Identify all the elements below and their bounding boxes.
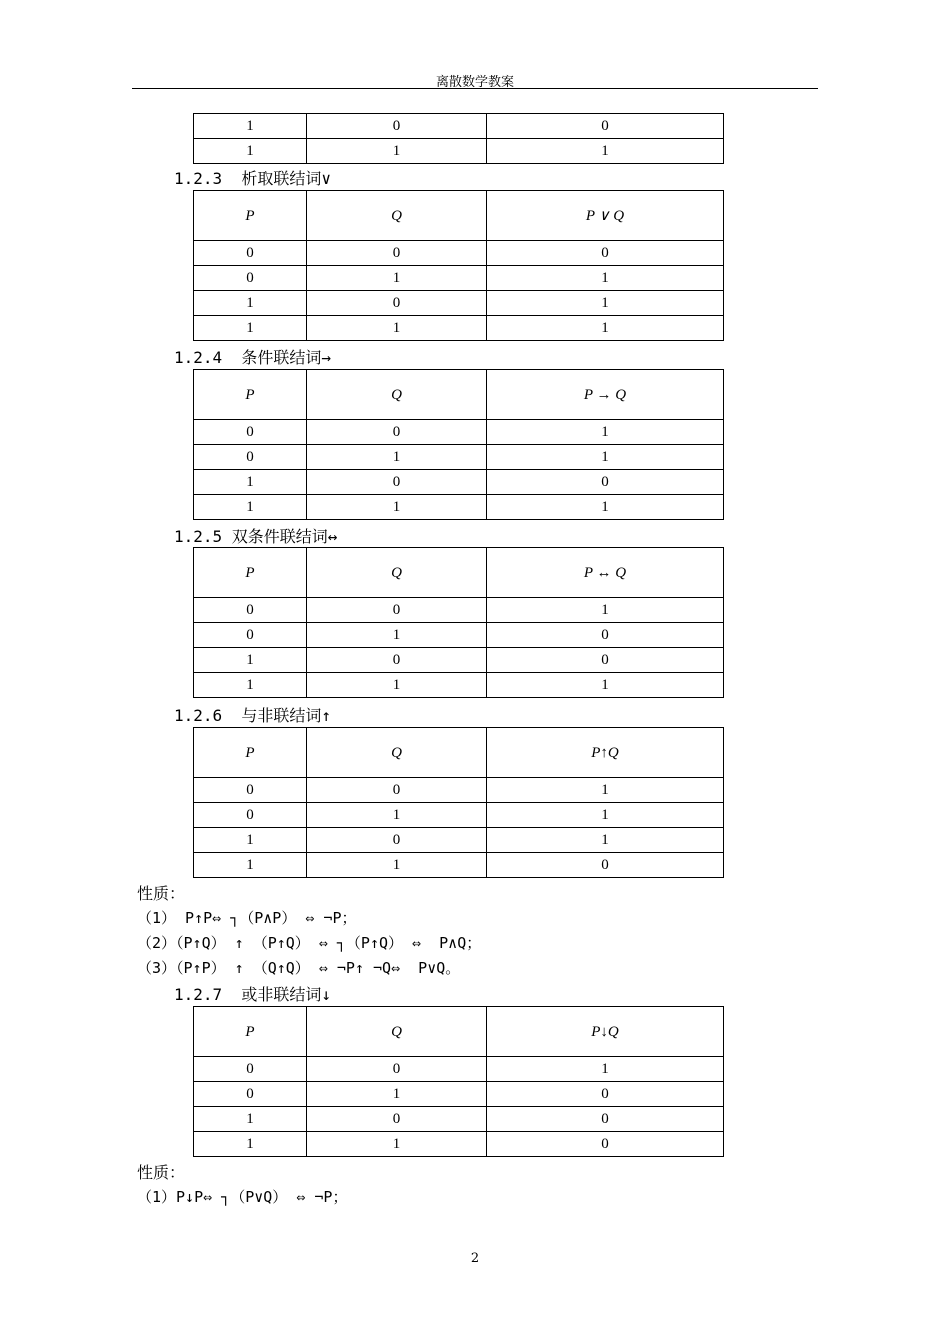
property-line: （3）（P↑P） ↑ （Q↑Q） ⇔ ¬P↑ ¬Q⇔ P∨Q。 (137, 959, 461, 977)
table-row (194, 673, 724, 698)
table-cell: 1 (194, 139, 307, 164)
properties-heading-nand: 性质： (137, 884, 186, 903)
property-line: （1）P↓P⇔ ┐（P∨Q） ⇔ ¬P； (137, 1188, 348, 1206)
column-header: P ∨ Q (487, 191, 724, 241)
table-cell: 1 (307, 266, 487, 291)
table-row (194, 445, 724, 470)
table-cell: 0 (194, 420, 307, 445)
table-cell: 0 (487, 1082, 724, 1107)
table-row (194, 241, 724, 266)
table-cell: 0 (194, 266, 307, 291)
table-cell: 0 (307, 1107, 487, 1132)
table-row (194, 828, 724, 853)
table-cell: 1 (487, 803, 724, 828)
table-row (194, 291, 724, 316)
truth-table-nor (193, 1006, 724, 1157)
table-cell: 0 (487, 623, 724, 648)
table-cell: 0 (307, 241, 487, 266)
properties-heading-nor: 性质： (137, 1163, 186, 1182)
table-row (194, 598, 724, 623)
property-line: （1） P↑P⇔ ┐（P∧P） ⇔ ¬P； (137, 909, 357, 927)
table-cell: 1 (487, 316, 724, 341)
table-header-row (194, 728, 724, 778)
table-cell: 0 (487, 1132, 724, 1157)
table-row (194, 495, 724, 520)
column-header: Q (307, 1007, 487, 1057)
table-header-row (194, 191, 724, 241)
table-cell: 0 (487, 1107, 724, 1132)
table-row (194, 316, 724, 341)
table-cell: 0 (487, 470, 724, 495)
table-cell: 0 (307, 291, 487, 316)
table-cell: 1 (487, 291, 724, 316)
table-row (194, 648, 724, 673)
table-cell: 1 (487, 495, 724, 520)
table-row (194, 803, 724, 828)
column-header: Q (307, 548, 487, 598)
column-header: P (194, 370, 307, 420)
table-cell: 1 (194, 828, 307, 853)
table-cell: 0 (307, 114, 487, 139)
table-row (194, 470, 724, 495)
table-row (194, 420, 724, 445)
table-cell: 1 (307, 853, 487, 878)
column-header: P ↔ Q (487, 548, 724, 598)
table-cell: 0 (194, 598, 307, 623)
table-cell: 0 (307, 1057, 487, 1082)
table-cell: 1 (487, 139, 724, 164)
table-cell: 1 (487, 445, 724, 470)
table-row (194, 266, 724, 291)
table-row (194, 1082, 724, 1107)
truth-table-conditional (193, 369, 724, 520)
table-cell: 1 (194, 495, 307, 520)
table-cell: 1 (487, 778, 724, 803)
table-row (194, 778, 724, 803)
table-cell: 0 (194, 803, 307, 828)
table-cell: 1 (194, 316, 307, 341)
truth-table-continued (193, 113, 724, 164)
section-title-nand: 1.2.6 与非联结词↑ (174, 706, 332, 725)
table-cell: 0 (194, 445, 307, 470)
table-cell: 1 (487, 673, 724, 698)
table-cell: 1 (307, 673, 487, 698)
table-cell: 1 (307, 1132, 487, 1157)
table-cell: 1 (307, 139, 487, 164)
column-header: P↓Q (487, 1007, 724, 1057)
table-cell: 1 (194, 1107, 307, 1132)
page-number: 2 (470, 1251, 480, 1266)
table-cell: 1 (487, 828, 724, 853)
table-cell: 1 (194, 1132, 307, 1157)
table-cell: 1 (487, 420, 724, 445)
column-header: P↑Q (487, 728, 724, 778)
table-cell: 1 (194, 673, 307, 698)
table-header-row (194, 548, 724, 598)
section-title-biconditional: 1.2.5 双条件联结词↔ (174, 527, 338, 546)
table-cell: 1 (307, 495, 487, 520)
truth-table-nand (193, 727, 724, 878)
column-header: P → Q (487, 370, 724, 420)
table-row (194, 1107, 724, 1132)
table-cell: 0 (307, 828, 487, 853)
table-cell: 0 (307, 598, 487, 623)
table-cell: 0 (487, 648, 724, 673)
column-header: P (194, 1007, 307, 1057)
column-header: P (194, 191, 307, 241)
table-row (194, 853, 724, 878)
truth-table-biconditional (193, 547, 724, 698)
table-cell: 0 (194, 623, 307, 648)
property-line: （2）（P↑Q） ↑ （P↑Q） ⇔ ┐（P↑Q） ⇔ P∧Q； (137, 934, 482, 952)
table-cell: 1 (487, 1057, 724, 1082)
header-rule (132, 88, 818, 89)
column-header: P (194, 728, 307, 778)
table-row (194, 1057, 724, 1082)
column-header: Q (307, 191, 487, 241)
table-cell: 0 (307, 778, 487, 803)
column-header: P (194, 548, 307, 598)
table-cell: 0 (307, 648, 487, 673)
table-cell: 0 (487, 241, 724, 266)
section-title-conditional: 1.2.4 条件联结词→ (174, 348, 332, 367)
table-cell: 0 (487, 853, 724, 878)
table-cell: 1 (487, 266, 724, 291)
table-cell: 1 (194, 470, 307, 495)
table-cell: 0 (194, 1082, 307, 1107)
table-row (194, 1132, 724, 1157)
table-cell: 0 (194, 241, 307, 266)
table-header-row (194, 1007, 724, 1057)
table-cell: 1 (194, 114, 307, 139)
table-cell: 1 (194, 648, 307, 673)
table-cell: 1 (307, 803, 487, 828)
truth-table-disjunction (193, 190, 724, 341)
section-title-disjunction: 1.2.3 析取联结词∨ (174, 169, 332, 188)
table-cell: 1 (194, 291, 307, 316)
column-header: Q (307, 728, 487, 778)
column-header: Q (307, 370, 487, 420)
table-row (194, 114, 724, 139)
table-cell: 0 (487, 114, 724, 139)
table-cell: 0 (307, 420, 487, 445)
table-cell: 1 (307, 623, 487, 648)
section-title-nor: 1.2.7 或非联结词↓ (174, 985, 332, 1004)
table-cell: 1 (194, 853, 307, 878)
table-cell: 0 (194, 1057, 307, 1082)
page-header-title: 离散数学教案 (435, 75, 514, 90)
table-cell: 1 (307, 316, 487, 341)
table-row (194, 139, 724, 164)
table-row (194, 623, 724, 648)
table-cell: 0 (194, 778, 307, 803)
table-cell: 0 (307, 470, 487, 495)
table-cell: 1 (487, 598, 724, 623)
table-cell: 1 (307, 445, 487, 470)
table-header-row (194, 370, 724, 420)
table-cell: 1 (307, 1082, 487, 1107)
